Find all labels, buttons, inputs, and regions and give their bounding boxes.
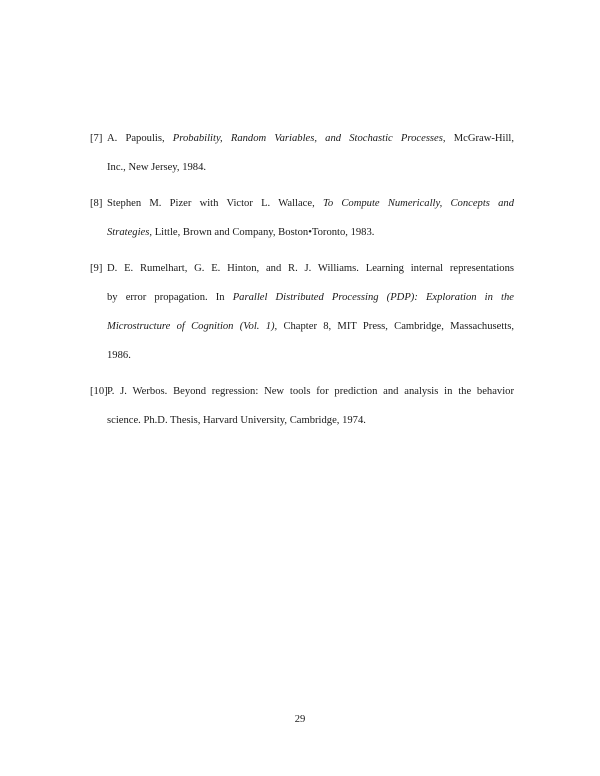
reference-title: Microstructure of Cognition (Vol. 1),: [107, 321, 278, 332]
reference-line: D. E. Rumelhart, G. E. Hinton, and R. J. Williams. Learning internal representations: [107, 263, 514, 274]
reference-number: [8]: [90, 198, 103, 209]
reference-number: [9]: [90, 263, 103, 274]
reference-title: Strategies,: [107, 227, 153, 238]
reference-line: [107, 189, 514, 218]
reference-text: by error propagation. In: [107, 292, 225, 303]
reference-line: [107, 312, 514, 341]
reference-publisher: Chapter 8, MIT Press, Cambridge, Massachusetts,: [283, 321, 514, 332]
reference-authors: Stephen M. Pizer with Victor L. Wallace,: [107, 198, 315, 209]
reference-8: [90, 189, 514, 247]
reference-title: Parallel Distributed Processing (PDP): Exploration in the: [232, 292, 514, 303]
reference-line: [107, 124, 514, 153]
reference-authors: A. Papoulis,: [107, 133, 165, 144]
reference-publisher: McGraw-Hill,: [453, 133, 515, 144]
reference-line: 1986.: [107, 350, 131, 361]
reference-10: [90, 377, 514, 435]
reference-line: P. J. Werbos. Beyond regression: New tools for prediction and analysis in the behavior: [107, 386, 514, 397]
reference-7: [90, 124, 514, 182]
reference-9: [90, 254, 514, 370]
reference-line: [107, 218, 514, 247]
reference-publisher: Little, Brown and Company, Boston•Toronto, 1983.: [154, 227, 375, 238]
reference-line: [107, 283, 514, 312]
reference-title: Probability, Random Variables, and Stochastic Processes,: [172, 133, 446, 144]
reference-number: [7]: [90, 133, 103, 144]
reference-number: [10]: [90, 386, 108, 397]
page-number: 29: [294, 714, 306, 725]
reference-line: Inc., New Jersey, 1984.: [107, 162, 207, 173]
reference-list: [90, 124, 514, 442]
reference-title: To Compute Numerically, Concepts and: [322, 198, 514, 209]
reference-line: science. Ph.D. Thesis, Harvard University, Cambridge, 1974.: [107, 415, 366, 426]
